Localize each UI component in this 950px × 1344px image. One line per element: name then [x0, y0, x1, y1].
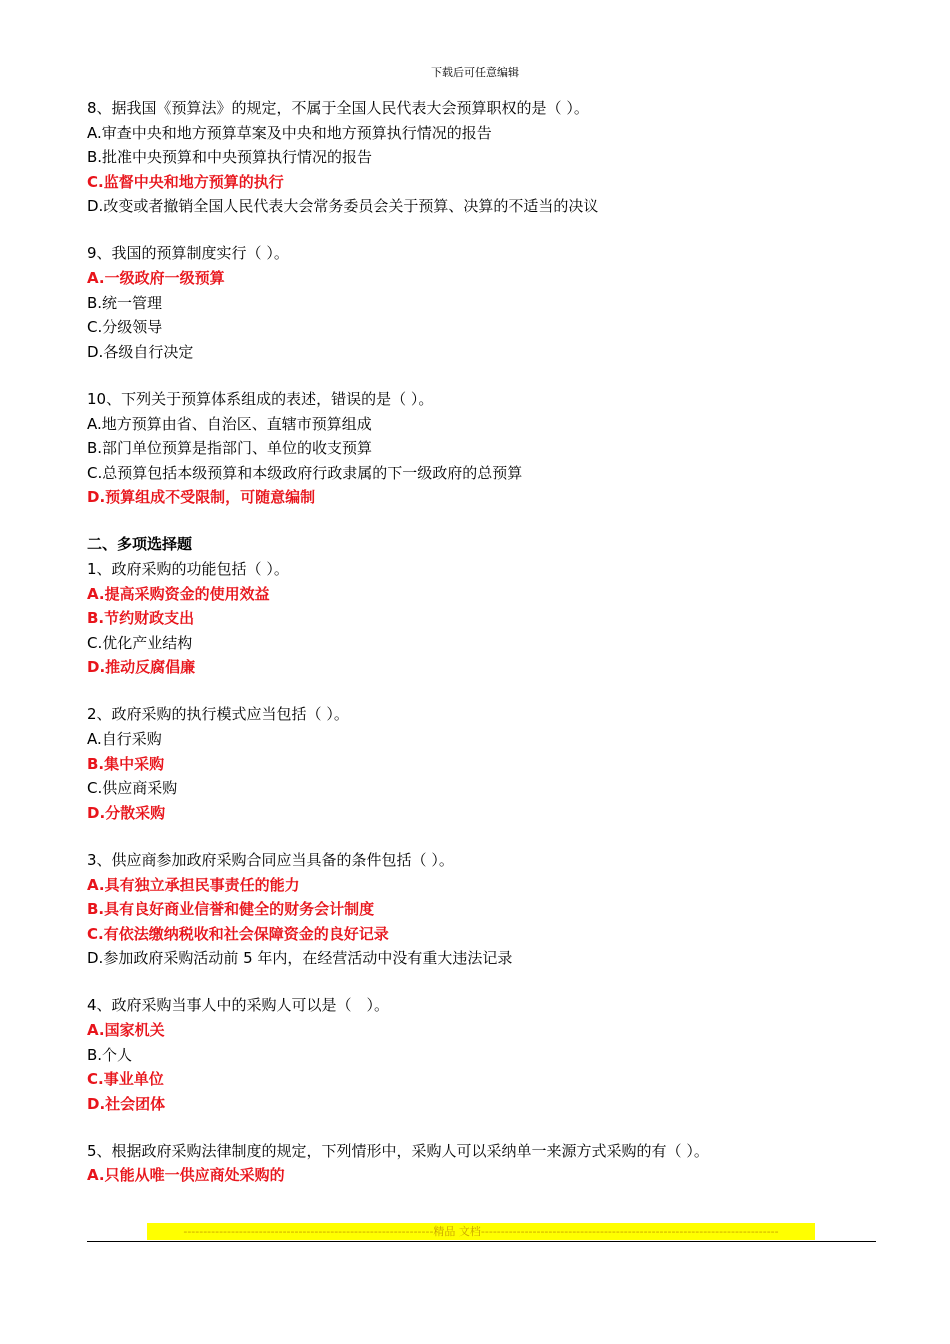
spacer [87, 825, 887, 848]
document-body [87, 96, 887, 1188]
text-line: A.地方预算由省、自治区、直辖市预算组成 [87, 414, 372, 433]
text-line: 5、根据政府采购法律制度的规定，下列情形中，采购人可以采纳单一来源方式采购的有（ ）。 [87, 1141, 709, 1160]
spacer [87, 680, 887, 703]
text-line: B.统一管理 [87, 293, 163, 312]
answer-line: A.国家机关 [87, 1021, 165, 1039]
answer-line: D.推动反腐倡廉 [87, 658, 196, 677]
section-heading: 二、多项选择题 [87, 535, 193, 554]
answer-line: C.监督中央和地方预算的执行 [87, 172, 284, 191]
text-line: 2、政府采购的执行模式应当包括（ ）。 [87, 705, 349, 724]
page-footer-banner: ---------------------------------------------------------------精品 文档--------------------------------------------------------------------------- [147, 1223, 815, 1240]
answer-line: D.预算组成不受限制，可随意编制 [87, 488, 316, 507]
answer-line: A.提高采购资金的使用效益 [87, 584, 270, 603]
spacer [87, 1116, 887, 1139]
text-line: A.审查中央和地方预算草案及中央和地方预算执行情况的报告 [87, 123, 492, 142]
text-line: B.个人 [87, 1045, 133, 1064]
text-line: C.优化产业结构 [87, 633, 193, 652]
page-header: 下载后可任意编辑 [431, 66, 519, 79]
text-line: C.总预算包括本级预算和本级政府行政隶属的下一级政府的总预算 [87, 463, 523, 482]
text-line: 8、据我国《预算法》的规定，不属于全国人民代表大会预算职权的是（ ）。 [87, 99, 589, 117]
spacer [87, 219, 887, 242]
answer-line: A.只能从唯一供应商处采购的 [87, 1166, 285, 1185]
spacer [87, 971, 887, 994]
text-line: A.自行采购 [87, 730, 162, 749]
text-line: 9、我国的预算制度实行（ ）。 [87, 244, 289, 263]
answer-line: B.具有良好商业信誉和健全的财务会计制度 [87, 900, 375, 919]
answer-line: B.节约财政支出 [87, 609, 195, 628]
answer-line: B.集中采购 [87, 754, 165, 773]
text-line: B.部门单位预算是指部门、单位的收支预算 [87, 439, 373, 458]
text-line: B.批准中央预算和中央预算执行情况的报告 [87, 148, 373, 167]
footer-divider [87, 1241, 876, 1242]
spacer [87, 364, 887, 387]
text-line: 3、供应商参加政府采购合同应当具备的条件包括（ ）。 [87, 850, 454, 869]
spacer [87, 510, 887, 533]
text-line: 10、下列关于预算体系组成的表述，错误的是（ ）。 [87, 389, 434, 408]
answer-line: C.有依法缴纳税收和社会保障资金的良好记录 [87, 924, 389, 943]
answer-line: D.分散采购 [87, 803, 166, 822]
text-line: C.供应商采购 [87, 779, 178, 798]
answer-line: A.具有独立承担民事责任的能力 [87, 875, 300, 894]
answer-line: D.社会团体 [87, 1094, 166, 1113]
answer-line: C.事业单位 [87, 1070, 164, 1089]
text-line: C.分级领导 [87, 318, 163, 337]
text-line: 1、政府采购的功能包括（ ）。 [87, 560, 289, 578]
text-line: D.各级自行决定 [87, 342, 194, 361]
answer-line: A.一级政府一级预算 [87, 269, 225, 288]
text-line: 4、政府采购当事人中的采购人可以是（ ）。 [87, 996, 390, 1015]
text-line: D.改变或者撤销全国人民代表大会常务委员会关于预算、决算的不适当的决议 [87, 197, 599, 216]
text-line: D.参加政府采购活动前 5 年内，在经营活动中没有重大违法记录 [87, 949, 513, 968]
